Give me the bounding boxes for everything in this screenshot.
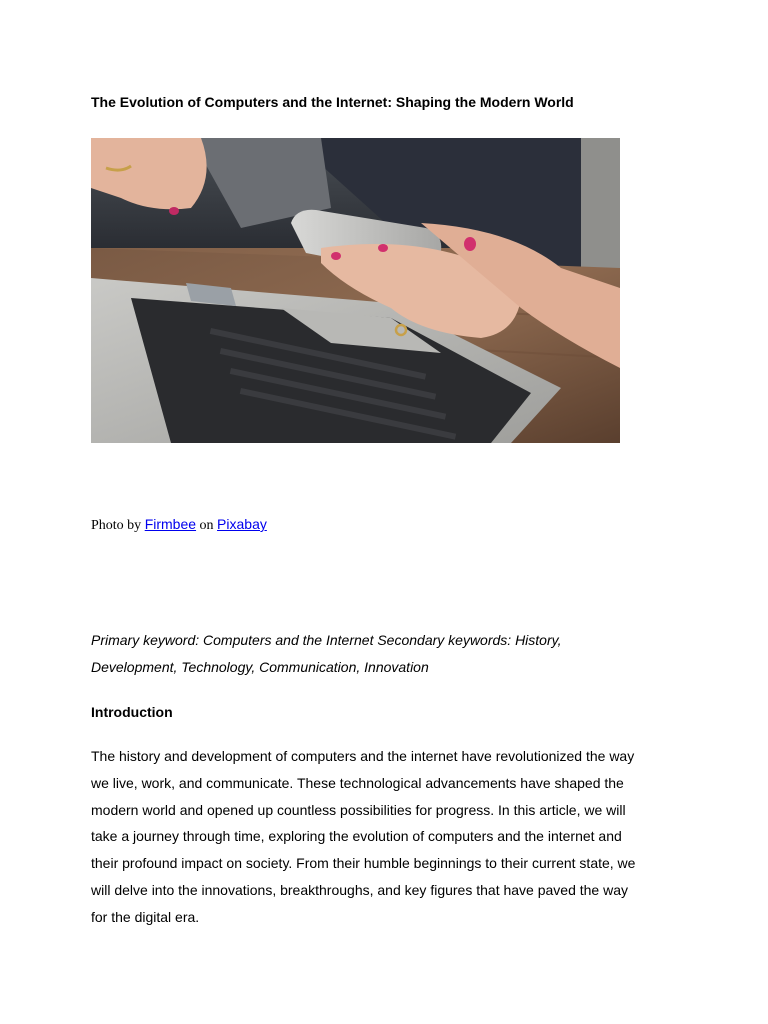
caption-middle: on	[199, 518, 214, 533]
page-title: The Evolution of Computers and the Internet: Shaping the Modern World	[91, 94, 574, 110]
photo-caption	[91, 514, 267, 536]
source-link[interactable]: Pixabay	[217, 516, 267, 532]
keywords-line: Development, Technology, Communication, Innovation	[91, 659, 429, 675]
caption-prefix: Photo by	[91, 518, 142, 533]
introduction-heading: Introduction	[91, 704, 173, 720]
paragraph-line: their profound impact on society. From their humble beginnings to their current state, we	[91, 855, 636, 872]
paragraph-line: we live, work, and communicate. These technological advancements have shaped the	[91, 774, 624, 791]
keywords-line: Primary keyword: Computers and the Internet Secondary keywords: History,	[91, 632, 562, 648]
paragraph-line: will delve into the innovations, breakthroughs, and key figures that have paved the way	[91, 881, 628, 898]
introduction-paragraph	[91, 743, 691, 931]
author-link[interactable]: Firmbee	[144, 516, 197, 532]
paragraph-line: take a journey through time, exploring the evolution of computers and the internet and	[91, 828, 622, 845]
paragraph-line: The history and development of computers and the internet have revolutionized the way	[91, 748, 635, 764]
paragraph-line: modern world and opened up countless possibilities for progress. In this article, we will	[91, 801, 626, 818]
laptop-phone-photo	[91, 138, 620, 443]
paragraph-line: for the digital era.	[91, 908, 200, 925]
keywords-paragraph	[91, 627, 691, 681]
